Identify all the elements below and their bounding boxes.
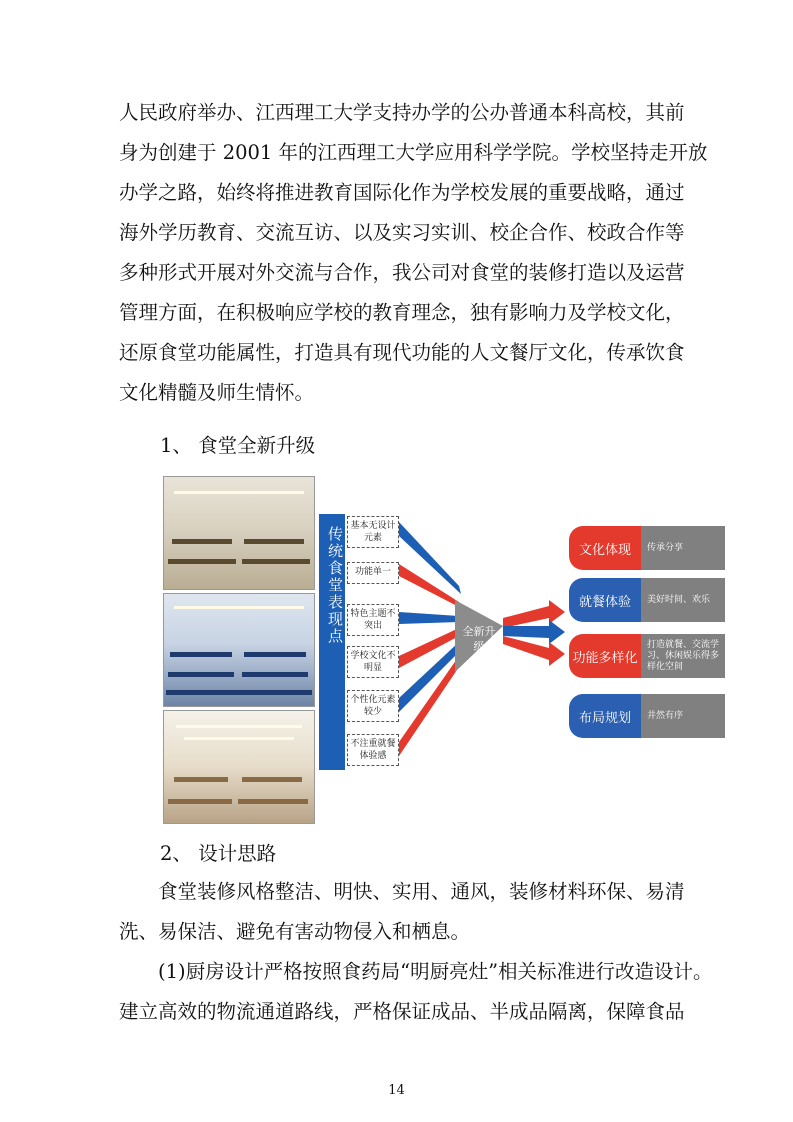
text-line: 身为创建于 2001 年的江西理工大学应用科学学院。学校坚持走开放 xyxy=(119,141,708,164)
traditional-point: 学校文化不明显 xyxy=(347,646,399,678)
upgrade-desc-culture: 传承分享 xyxy=(641,526,725,570)
canteen-upgrade-figure xyxy=(163,476,728,821)
canteen-photo-2 xyxy=(163,593,315,707)
upgrade-desc-layout: 井然有序 xyxy=(641,694,725,738)
traditional-canteen-label: 传统食堂表现点 xyxy=(326,526,344,645)
upgrade-desc-dining: 美好时间、欢乐 xyxy=(641,578,725,622)
traditional-point: 不注重就餐体验感 xyxy=(347,734,399,766)
design-paragraph xyxy=(119,872,685,952)
text-line: 食堂装修风格整洁、明快、实用、通风，装修材料环保、易清 xyxy=(158,880,685,903)
text-line: 文化精髓及师生情怀。 xyxy=(119,381,315,404)
upgrade-item-layout: 布局规划 xyxy=(569,694,641,738)
text-line: 管理方面，在积极响应学校的教育理念，独有影响力及学校文化， xyxy=(119,301,685,324)
traditional-point: 功能单一 xyxy=(347,562,399,584)
text-line: 还原食堂功能属性，打造具有现代功能的人文餐厅文化，传承饮食 xyxy=(119,341,685,364)
text-line: 人民政府举办、江西理工大学支持办学的公办普通本科高校，其前 xyxy=(119,101,685,124)
upgrade-item-function: 功能多样化 xyxy=(569,634,641,678)
section-heading-2: 2、 设计思路 xyxy=(160,842,277,865)
upgrade-item-dining: 就餐体验 xyxy=(569,578,641,622)
section-heading-1: 1、 食堂全新升级 xyxy=(160,434,316,457)
kitchen-paragraph xyxy=(119,952,713,1032)
upgrade-desc-function: 打造就餐、交流学习、休闲娱乐得多样化空间 xyxy=(641,634,725,678)
intro-paragraph xyxy=(119,93,708,413)
text-line: 办学之路，始终将推进教育国际化作为学校发展的重要战略，通过 xyxy=(119,181,685,204)
arrow-in-3 xyxy=(399,612,459,624)
text-line: 多种形式开展对外交流与合作，我公司对食堂的装修打造以及运营 xyxy=(119,261,685,284)
upgrade-item-culture: 文化体现 xyxy=(569,526,641,570)
text-line: 海外学历教育、交流互访、以及实习实训、校企合作、校政合作等 xyxy=(119,221,685,244)
text-line: 洗、易保洁、避免有害动物侵入和栖息。 xyxy=(119,920,471,943)
arrow-out-3 xyxy=(503,636,565,666)
text-line: 建立高效的物流通道路线，严格保证成品、半成品隔离，保障食品 xyxy=(119,1000,685,1023)
page-number: 14 xyxy=(388,1083,405,1098)
traditional-point: 基本无设计元素 xyxy=(347,516,399,548)
arrow-in-1 xyxy=(399,522,461,594)
traditional-point: 特色主题不突出 xyxy=(347,604,399,636)
traditional-point: 个性化元素较少 xyxy=(347,690,399,722)
arrow-in-4 xyxy=(399,628,459,668)
arrow-in-2 xyxy=(399,564,461,608)
canteen-photo-3 xyxy=(163,710,315,824)
canteen-photo-1 xyxy=(163,476,315,590)
upgrade-label: 全新升级 xyxy=(462,625,496,653)
text-line: (1)厨房设计严格按照食药局“明厨亮灶”相关标准进行改造设计。 xyxy=(158,960,713,983)
arrow-out-1 xyxy=(503,600,565,628)
